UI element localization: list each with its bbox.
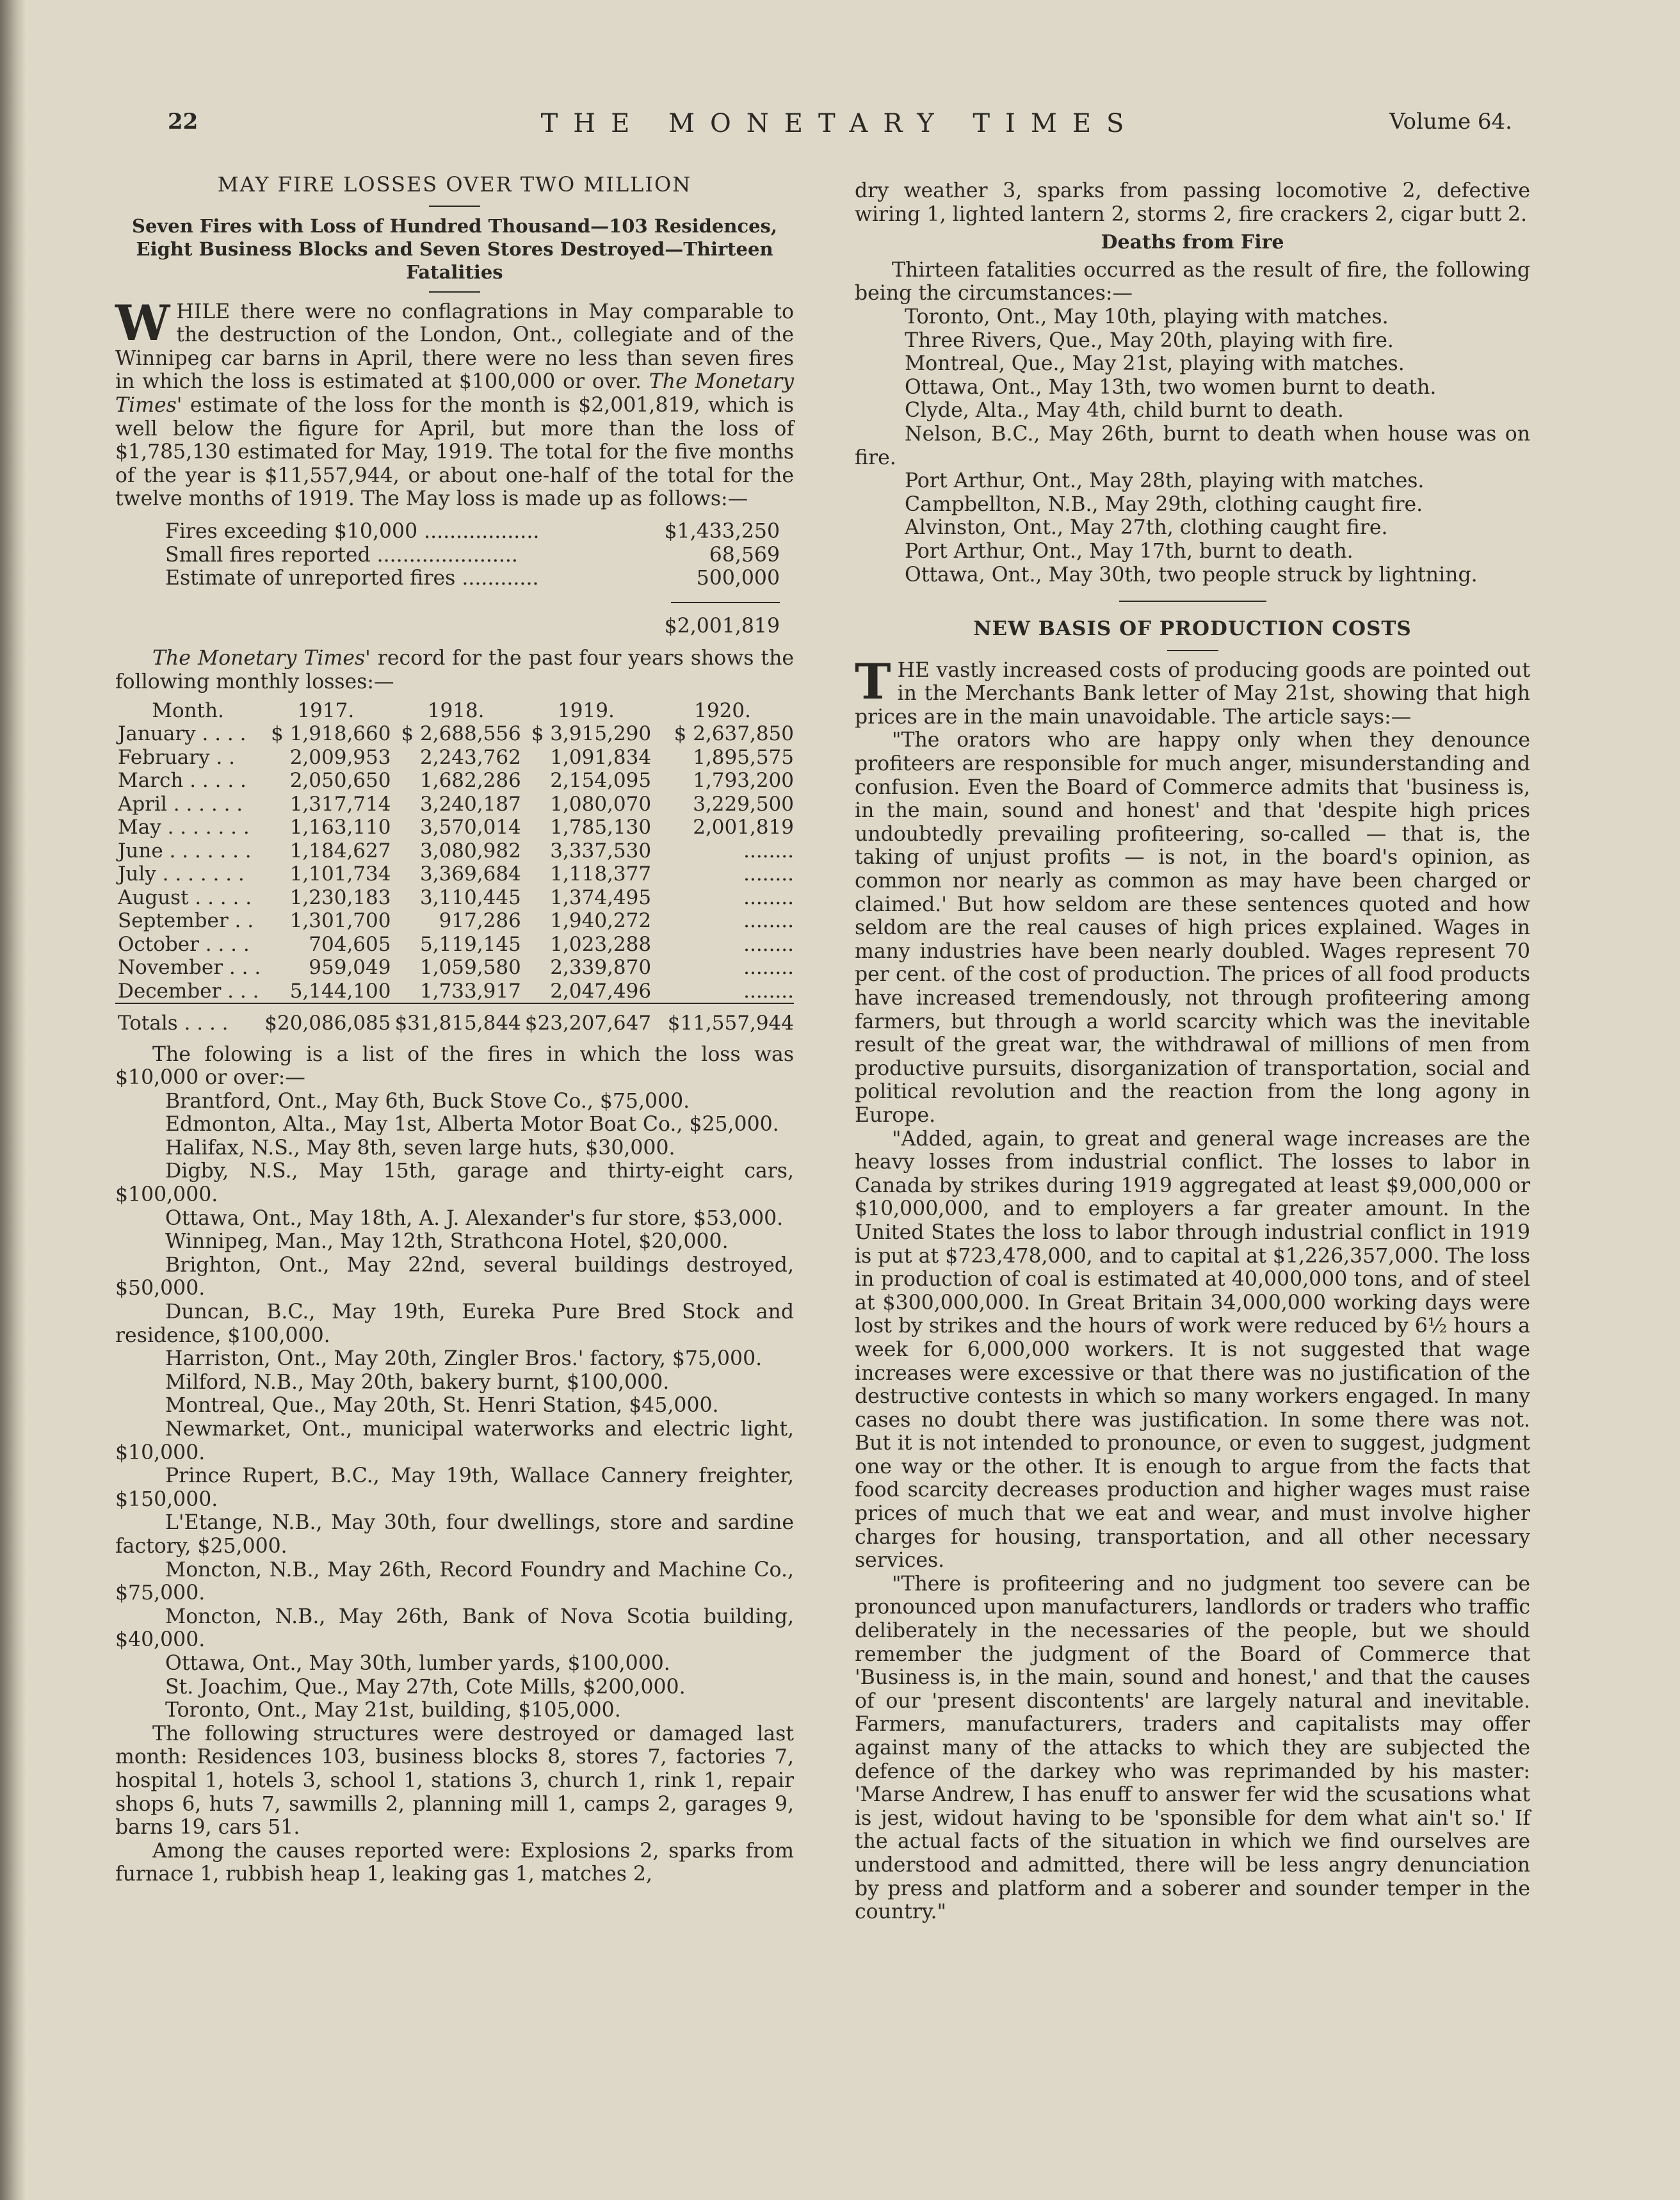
death-list-item: Nelson, B.C., May 26th, burnt to death when house was on fire. — [855, 422, 1530, 469]
table-row: June . . . . . . . 1,184,627 3,080,982 3,337,530 ........ — [118, 839, 794, 862]
death-list-item: Ottawa, Ont., May 30th, two people struck by lightning. — [905, 563, 1478, 586]
table-row: July . . . . . . . 1,101,734 3,369,684 1,118,377 ........ — [118, 862, 794, 886]
statement-row: Small fires reported ...................... 68,569 — [165, 543, 780, 567]
structures-paragraph: The following structures were destroyed or damaged last month: Residences 103, business blocks 8, stores 7, factories 7, hospital 1, hotels 3, school 1, stations 3, church 1, rink 1, repair shops 6, huts 7, sawmills 2, planning mill 1, camps 2, garages 9, barns 19, cars 51. — [115, 1722, 794, 1840]
fire-list-item: Brantford, Ont., May 6th, Buck Stove Co., $75,000. — [165, 1089, 690, 1113]
fires-list — [115, 1090, 794, 1722]
table-row: May . . . . . . . 1,163,110 3,570,014 1,785,130 2,001,819 — [118, 816, 794, 839]
table-row: February . . 2,009,953 2,243,762 1,091,834 1,895,575 — [118, 745, 794, 769]
intro-text-2: estimate of the loss for the month is $2,001,819, which is well below the figure for April, but more than the loss of $1,785,130 estimated for May, 1919. The total for the five months of the year is $11,557,944, or about one-half of the total for the twelve months of 1919. The May loss is made up as follows:— — [115, 393, 794, 511]
death-list-item: Port Arthur, Ont., May 28th, playing with matches. — [905, 469, 1425, 493]
fire-list-item: Milford, N.B., May 20th, bakery burnt, $100,000. — [165, 1370, 670, 1394]
intro-paragraph — [115, 294, 794, 511]
statement-row: Estimate of unreported fires ............ 500,000 — [165, 567, 780, 590]
fire-list-item: Digby, N.S., May 15th, garage and thirty-eight cars, $100,000. — [115, 1160, 794, 1207]
page-number: 22 — [168, 109, 198, 134]
table-row: April . . . . . . 1,317,714 3,240,187 1,080,070 3,229,500 — [118, 792, 794, 816]
table-row: August . . . . . 1,230,183 3,110,445 1,374,495 ........ — [118, 886, 794, 909]
statement-row: Fires exceeding $10,000 .................. $1,433,250 — [165, 519, 780, 543]
article2-intro: THE vastly increased costs of producing goods are pointed out in the Merchants Bank letter of May 21st, showing that high prices are in the main unavoidable. The article says:— — [855, 652, 1530, 729]
table-row: December . . . 5,144,100 1,733,917 2,047,496 ........ — [118, 979, 794, 1003]
monthly-losses-table — [115, 699, 794, 1035]
loss-statement — [165, 520, 780, 638]
statement-sum-rule — [671, 602, 780, 603]
drop-cap-t: T — [855, 652, 891, 710]
death-list-item: Toronto, Ont., May 10th, playing with matches. — [905, 305, 1389, 328]
masthead: THE MONETARY TIMES — [540, 109, 1140, 138]
deaths-list — [855, 305, 1530, 586]
table-row: September . . 1,301,700 917,286 1,940,272 ........ — [118, 909, 794, 932]
fire-list-item: Prince Rupert, B.C., May 19th, Wallace Cannery freighter, $150,000. — [115, 1464, 794, 1511]
death-list-item: Alvinston, Ont., May 27th, clothing caught fire. — [905, 516, 1388, 540]
left-column — [115, 173, 794, 1886]
death-list-item: Campbellton, N.B., May 29th, clothing caught fire. — [905, 492, 1423, 516]
causes-paragraph-start: Among the causes reported were: Explosions 2, sparks from furnace 1, rubbish heap 1, leaking gas 1, matches 2, — [115, 1839, 794, 1886]
subtitle-rule — [429, 291, 480, 293]
fire-list-item: Edmonton, Alta., May 1st, Alberta Motor Boat Co., $25,000. — [165, 1113, 779, 1136]
publication-name: The Monetary Times' — [115, 370, 794, 417]
table-row: March . . . . . 2,050,650 1,682,286 2,154,095 1,793,200 — [118, 769, 794, 792]
volume-label: Volume 64. — [1389, 109, 1512, 134]
fire-list-item: Duncan, B.C., May 19th, Eureka Pure Bred Stock and residence, $100,000. — [115, 1300, 794, 1347]
intro-text: HILE there were no conflagrations in May comparable to the destruction of the London, Ont., collegiate and of the Winnipeg car barns in April, there were no less than seven fires in which the loss is estimated at $100,000 or over. — [115, 300, 794, 394]
table-header-row: Month. 1917. 1918. 1919. 1920. — [152, 699, 751, 722]
fire-list-item: Ottawa, Ont., May 18th, A. J. Alexander's fur store, $53,000. — [165, 1206, 784, 1230]
drop-cap-w: W — [115, 294, 170, 352]
title-rule — [429, 206, 480, 207]
fire-list-item: L'Etange, N.B., May 30th, four dwellings, store and sardine factory, $25,000. — [115, 1511, 794, 1558]
fire-list-item: Newmarket, Ont., municipal waterworks and electric light, $10,000. — [115, 1418, 794, 1464]
causes-paragraph-end: dry weather 3, sparks from passing locomotive 2, defective wiring 1, lighted lantern 2, storms 2, fire crackers 2, cigar butt 2. — [855, 179, 1530, 226]
article2-paragraph-2: "Added, again, to great and general wage increases are the heavy losses from industrial conflict. The losses to labor in Canada by strikes during 1919 aggregated at least $9,000,000 or $10,000,000, and to employers a far greater amount. In the United States the loss to labor through industrial conflict in 1919 is put at $723,478,000, and to capital at $1,226,357,000. The loss in production of coal is estimated at 40,000,000 tons, and of steel at $300,000,000. In Great Britain 34,000,000 working days were lost by strikes and the hours of work were reduced by 6½ hours a week for 6,000,000 workers. It is not suggested that wage increases were excessive or that there was no justification of the destructive contests in which so many workers engaged. In many cases no doubt there was justification. In some there was not. But it is not intended to pronounce, or even to suggest, judgment one way or the other. It is enough to argue from the facts that food scarcity decreases production and higher wages must raise prices of much that we eat and wear, and must involve higher charges for housing, transportation, and all other necessary services. — [855, 1127, 1530, 1573]
fire-list-item: St. Joachim, Que., May 27th, Cote Mills, $200,000. — [165, 1675, 686, 1699]
table-totals-row: Totals . . . . $20,086,085 $31,815,844 $23,207,647 $11,557,944 — [115, 1003, 794, 1035]
death-list-item: Montreal, Que., May 21st, playing with matches. — [905, 352, 1405, 376]
fire-list-item: Toronto, Ont., May 21st, building, $105,000. — [165, 1699, 621, 1722]
section-divider — [1119, 601, 1266, 602]
page-spine-shadow — [0, 0, 26, 2200]
fire-list-item: Montreal, Que., May 20th, St. Henri Station, $45,000. — [165, 1394, 719, 1418]
death-list-item: Three Rivers, Que., May 20th, playing with fire. — [905, 328, 1394, 352]
article-subtitle: Seven Fires with Loss of Hundred Thousand—103 Residences, Eight Business Blocks and Seven Stores Destroyed—Thirteen Fatalities — [132, 214, 777, 283]
fire-list-item: Harriston, Ont., May 20th, Zingler Bros.' factory, $75,000. — [165, 1347, 763, 1371]
fire-list-item: Ottawa, Ont., May 30th, lumber yards, $100,000. — [165, 1651, 670, 1675]
publication-name: The Monetary Times' — [152, 647, 371, 670]
statement-total: $2,001,819 — [664, 614, 780, 638]
article2-paragraph-1: "The orators who are happy only when they denounce profiteers are responsible for much anger, misunderstanding and confusion. Even the Board of Commerce admits that 'business is, in the main, sound and honest' and that 'despite high prices undoubtedly prevailing profiteering, so-called — that is, the taking of unjust profits — is not, in the board's opinion, as common nor nearly as common as may have been charged or claimed.' But how seldom are these sentences quoted and how seldom are the real causes of high prices explained. Wages in many industries have been nearly doubled. Wages represent 70 per cent. of the cost of production. The prices of all food products have increased tremendously, not through profiteering among farmers, but through a world scarcity which was the inevitable result of the great war, the withdrawal of millions of men from productive pursuits, disorganization of transportation, social and political revolution and the reaction from the long agony in Europe. — [855, 729, 1530, 1127]
fire-list-item: Brighton, Ont., May 22nd, several buildings destroyed, $50,000. — [115, 1253, 794, 1300]
fire-list-item: Moncton, N.B., May 26th, Record Foundry and Machine Co., $75,000. — [115, 1558, 794, 1605]
death-list-item: Clyde, Alta., May 4th, child burnt to death. — [905, 399, 1344, 423]
article-title-production-costs: NEW BASIS OF PRODUCTION COSTS — [973, 617, 1412, 641]
table-body — [115, 722, 794, 1003]
fire-list-item: Halifax, N.S., May 8th, seven large huts, $30,000. — [165, 1136, 675, 1160]
article-title-fire-losses: MAY FIRE LOSSES OVER TWO MILLION — [217, 172, 692, 197]
deaths-heading: Deaths from Fire — [1101, 231, 1284, 254]
page-header — [168, 109, 1512, 147]
title-rule — [1167, 650, 1218, 651]
table-row: November . . . 959,049 1,059,580 2,339,870 ........ — [118, 956, 794, 979]
fire-list-item: Moncton, N.B., May 26th, Bank of Nova Scotia building, $40,000. — [115, 1605, 794, 1652]
death-list-item: Ottawa, Ont., May 13th, two women burnt to death. — [905, 375, 1437, 399]
article2-paragraph-3: "There is profiteering and no judgment too severe can be pronounced upon manufacturers, landlords or traders who traffic deliberately in the necessaries of the people, but we should remember the judgment of the Board of Commerce that 'Business is, in the main, sound and honest,' and that the causes of our 'present discontents' are largely natural and inevitable. Farmers, manufacturers, traders and capitalists may offer against many of the attacks to which they are subjected the defence of the darkey who was reprimanded by his master: 'Marse Andrew, I has enuff to answer fer wid the scusations what is jest, widout having to be 'sponsible for dem what ain't so.' If the actual facts of the situation in which we find ourselves are understood and admitted, there will be less angry denunciation by press and platform and a soberer and sounder temper in the country." — [855, 1572, 1530, 1924]
record-paragraph: The Monetary Times' record for the past four years shows the following monthly losses:— — [115, 647, 795, 693]
deaths-intro: Thirteen fatalities occurred as the result of fire, the following being the circumstances:— — [855, 258, 1530, 305]
table-row: October . . . . 704,605 5,119,145 1,023,288 ........ — [118, 932, 794, 956]
fire-list-item: Winnipeg, Man., May 12th, Strathcona Hotel, $20,000. — [165, 1230, 729, 1254]
death-list-item: Port Arthur, Ont., May 17th, burnt to death. — [905, 539, 1353, 563]
fire-list-intro: The folowing is a list of the fires in which the loss was $10,000 or over:— — [115, 1042, 794, 1090]
right-column — [855, 179, 1530, 1924]
table-row: January . . . . $ 1,918,660 $ 2,688,556 $ 3,915,290 $ 2,637,850 — [118, 722, 794, 745]
